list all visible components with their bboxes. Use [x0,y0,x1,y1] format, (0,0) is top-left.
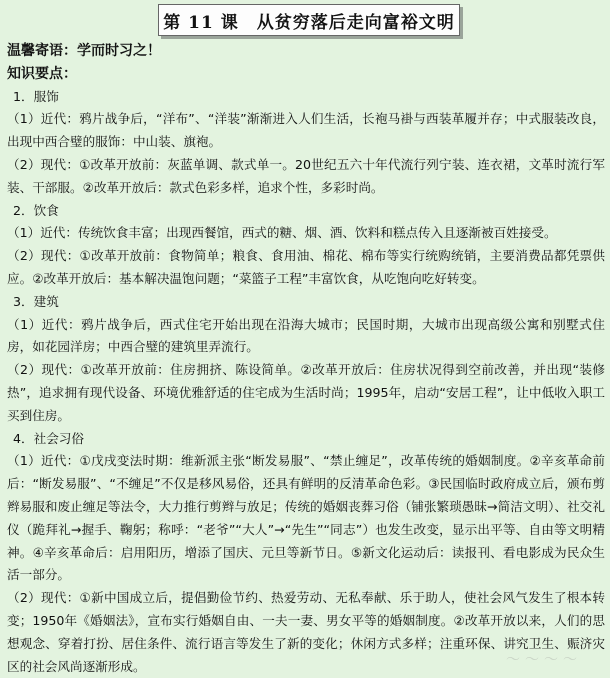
paragraph: （1）近代：鸦片战争后，西式住宅开始出现在沿海大城市；民国时期，大城市出现高级公寓和别墅式住房，如花园洋房；中西合璧的建筑里弄流行。 [7,316,605,355]
document-body [7,40,605,678]
paragraph: （2）现代：①新中国成立后，提倡勤俭节约、热爱劳动、无私奉献、乐于助人，使社会风气发生了根本转变；1950年《婚姻法》，宣布实行婚姻自由、一夫一妻、男女平等的婚姻制度。②改革开放以来，人们的思想观念、穿着打扮、居住条件、流行语言等发生了新的变化；休闲方式多样；注重环保、讲究卫生、赈济灾区的社会风尚逐渐形成。 [7,590,605,674]
section-heading: 2．饮食 [13,202,59,218]
section-architecture [7,291,605,428]
section-customs [7,428,605,678]
key-points-label: 知识要点： [7,65,77,82]
paragraph: （2）现代：①改革开放前：灰蓝单调、款式单一。20世纪五六十年代流行列宁装、连衣裙，文革时流行军装、干部服。②改革开放后：款式色彩多样，追求个性，多彩时尚。 [7,156,605,195]
paragraph: （2）现代：①改革开放前：住房拥挤、陈设简单。②改革开放后：住房状况得到空前改善，并出现“装修热”，追求拥有现代设备、环境优雅舒适的住宅成为生活时尚；1995年，启动“安居工程”，让中低收入职工买到住房。 [7,362,605,423]
watermark: 〜〜〜〜 [506,652,582,668]
section-heading: 4．社会习俗 [13,430,84,446]
paragraph: （1）近代：鸦片战争后，“洋布”、“洋装”渐渐进入人们生活，长袍马褂与西装革履并存；中式服装改良，出现中西合璧的服饰：中山装、旗袍。 [7,111,605,150]
lesson-title: 第 11 课 从贫穷落后走向富裕文明 [163,12,455,33]
paragraph: （2）现代：①改革开放前：食物简单；粮食、食用油、棉花、棉布等实行统购统销，主要消费品都凭票供应。②改革开放后：基本解决温饱问题；“菜篮子工程”丰富饮食，从吃饱向吃好转变。 [7,248,605,286]
paragraph: （1）近代：传统饮食丰富；出现西餐馆，西式的糖、烟、酒、饮料和糕点传入且逐渐被百姓接受。 [7,225,557,241]
section-food [7,200,605,291]
section-heading: 1．服饰 [13,88,59,104]
paragraph: （1）近代：①戊戌变法时期：维新派主张“断发易服”、“禁止缠足”，改革传统的婚姻制度。②辛亥革命前后：“断发易服”、“不缠足”不仅是移风易俗，还具有鲜明的反清革命色彩。③民国临时政府成立后，颁布剪辫易服和废止缠足等法令，大力推行剪辫与放足；传统的婚姻丧葬习俗（铺张繁琐愚昧→简洁文明）、社交礼仪（跪拜礼→握手、鞠躬；称呼：“老爷”“大人”→“先生”“同志”）也发生改变，显示出平等、自由等文明精神。④辛亥革命后：启用阳历，增添了国庆、元旦等新节日。⑤新文化运动后：读报刊、看电影成为民众生活一部分。 [7,453,605,583]
section-clothing [7,86,605,200]
lesson-title-box [158,4,460,36]
motto: 温馨寄语：学而时习之！ [7,43,161,59]
section-heading: 3．建筑 [13,293,59,309]
